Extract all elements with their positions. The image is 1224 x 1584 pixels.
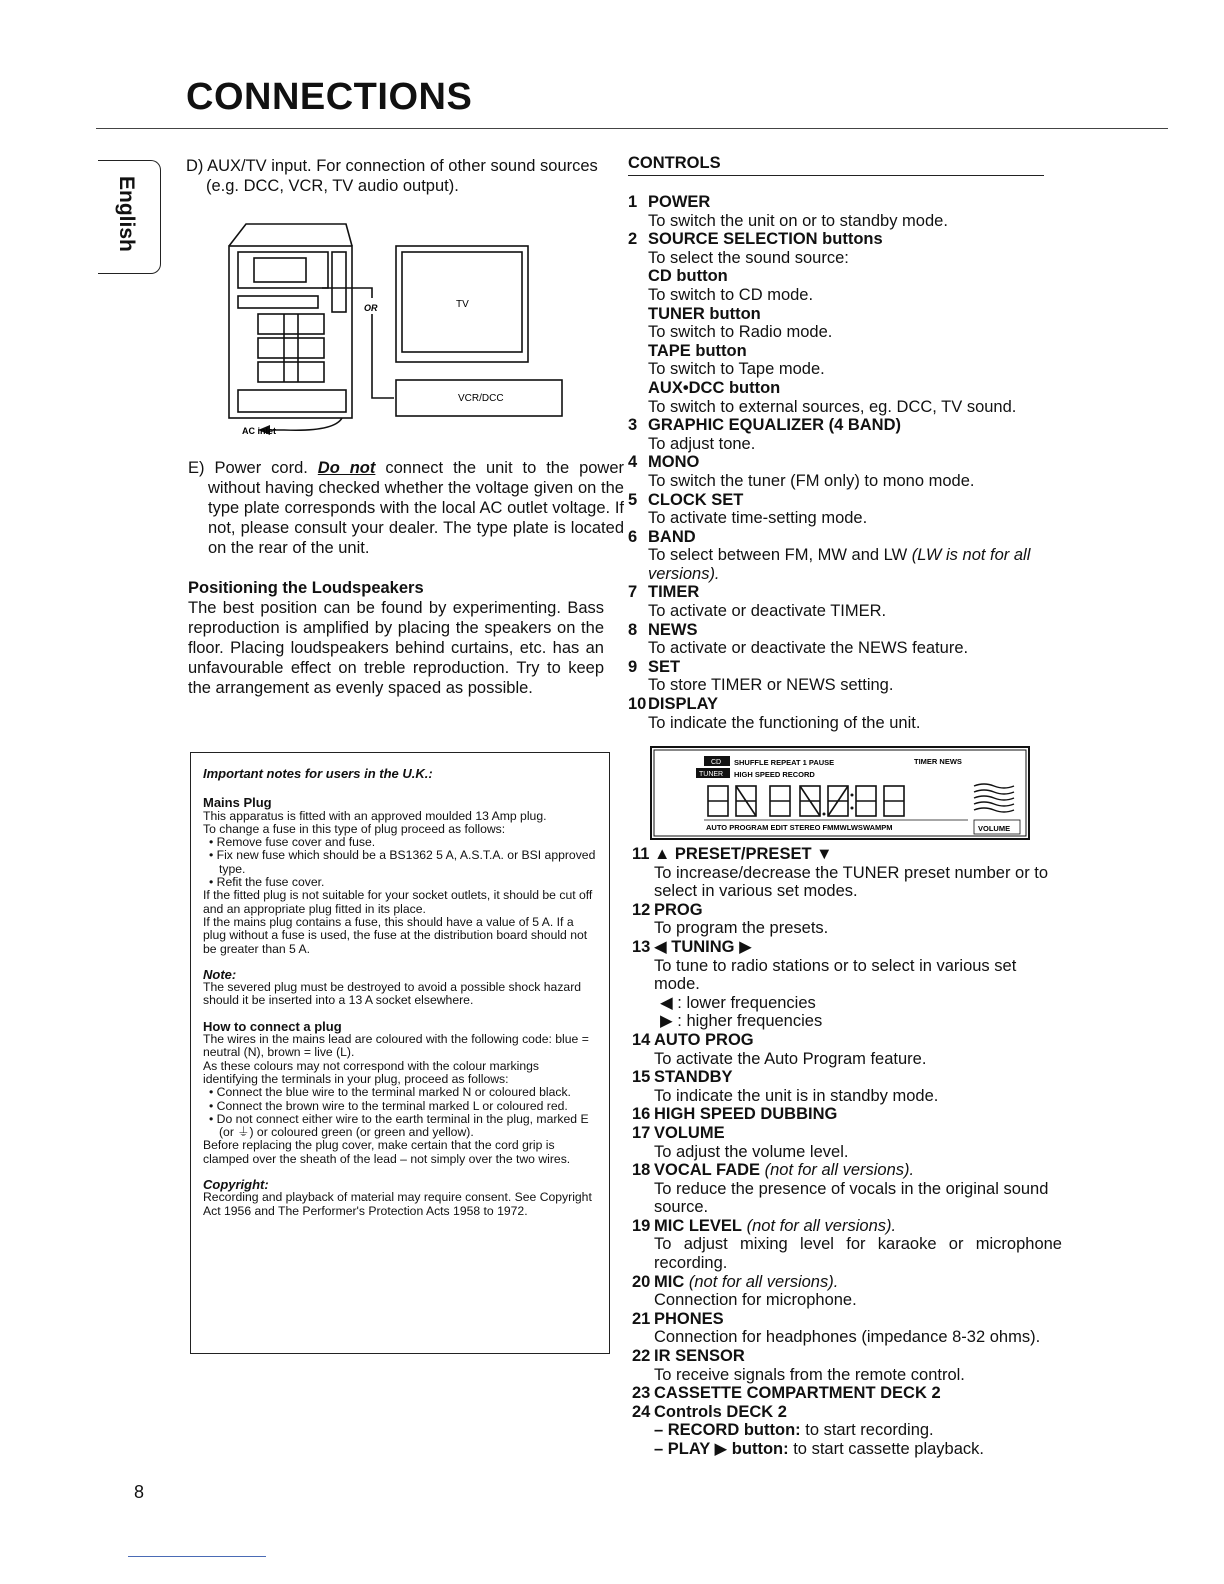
item-desc: Connection for microphone. (654, 1291, 857, 1310)
notes-bullet: • Refit the fuse cover. (209, 875, 325, 890)
item-number: 22 (632, 1347, 651, 1366)
unit-body (229, 246, 352, 418)
item-title: Controls DECK 2 (654, 1402, 787, 1421)
list-item (632, 1124, 1062, 1143)
notes-bullet: • Fix new fuse which should be a BS1362 5 A, A.S.T.A. or BSI approved type. (209, 848, 596, 876)
item-desc: To program the presets. (654, 919, 829, 938)
item-number: 24 (632, 1402, 651, 1421)
aux-input-paragraph (186, 156, 616, 196)
connection-diagram (224, 218, 569, 440)
item-subtitle: TAPE button (648, 341, 747, 360)
item-desc: To store TIMER or NEWS setting. (648, 676, 894, 695)
list-item (632, 1161, 1062, 1180)
list-item (632, 1384, 1062, 1403)
controls-list-1 (628, 193, 1058, 732)
lcd-graphic (652, 748, 1028, 838)
item-sub (632, 1421, 1062, 1440)
notes-text: If the mains plug contains a fuse, this should have a value of 5 A. If a plug without a fuse is used, the fuse at the distribution board should not be greater than 5 A. (203, 914, 588, 956)
item-title: HIGH SPEED DUBBING (654, 1105, 838, 1124)
item-desc: To switch the tuner (FM only) to mono mode. (648, 471, 975, 490)
item-note: (not for all versions). (764, 1161, 915, 1180)
list-item (632, 1031, 1062, 1050)
page-number: 8 (134, 1482, 145, 1502)
item-number: 15 (632, 1068, 651, 1087)
record-button-label: – RECORD button: (654, 1421, 801, 1440)
tv-label: TV (456, 299, 469, 310)
item-number: 17 (632, 1123, 651, 1142)
list-item (628, 528, 1058, 547)
item-note: (not for all versions). (746, 1216, 897, 1235)
item-desc: To activate or deactivate the NEWS feature. (648, 639, 969, 658)
item-title: PHONES (654, 1309, 724, 1328)
power-cord-paragraph (188, 458, 624, 558)
lcd-display-illustration (650, 746, 1030, 840)
wire-tv (322, 288, 372, 298)
notes-text: To change a fuse in this type of plug proceed as follows: (203, 821, 506, 836)
language-label: English (115, 176, 138, 252)
item-desc: To indicate the unit is in standby mode. (654, 1086, 939, 1105)
item-desc: To switch to external sources, eg. DCC, TV sound. (648, 397, 1017, 416)
item-subtitle: CD button (648, 267, 728, 286)
list-item (628, 453, 1058, 472)
play-button-label: – PLAY ▶ button: (654, 1440, 789, 1458)
notes-text: This apparatus is fitted with an approved moulded 13 Amp plug. (203, 808, 547, 823)
controls-heading: CONTROLS (628, 154, 721, 172)
item-title: BAND (648, 527, 696, 546)
item-desc: To tune to radio stations or to select in various set mode. (654, 956, 1017, 994)
notes-bullet: • Connect the brown wire to the terminal marked L or coloured red. (209, 1098, 568, 1113)
item-desc-text: to start cassette playback. (793, 1440, 984, 1458)
item-sub (632, 1440, 1062, 1459)
item-desc: To activate or deactivate TIMER. (648, 602, 887, 621)
controls-rule (628, 175, 1044, 176)
list-item (632, 1310, 1062, 1329)
list-item (628, 491, 1058, 510)
power-warning-do-not: Do not (317, 459, 376, 477)
item-desc: To adjust the volume level. (654, 1142, 849, 1161)
item-number: 21 (632, 1309, 651, 1328)
or-label: OR (364, 303, 378, 313)
item-title: ◀ TUNING ▶ (654, 937, 752, 956)
list-item (632, 901, 1062, 920)
item-desc: To increase/decrease the TUNER preset number or to select in various set modes. (654, 863, 1049, 901)
item-number: 20 (632, 1272, 651, 1291)
lcd-tuner-label: TUNER (699, 771, 724, 778)
copyright-heading: Copyright: (203, 1177, 269, 1193)
uk-notes-box (190, 752, 610, 1354)
power-text: connect the unit to the power without having checked whether the voltage given on the type plate corresponds with the local AC outlet voltage. If not, please consult your dealer. The type plate is located on the rear of the unit. (208, 459, 625, 557)
item-number: 7 (628, 583, 638, 602)
aux-line-1: D) AUX/TV input. For connection of other sound sources (186, 157, 598, 175)
notes-text: As these colours may not correspond with the colour markings identifying the terminals in your plug, proceed as follows: (203, 1058, 539, 1086)
item-number: 16 (632, 1105, 651, 1124)
notes-text: Before replacing the plug cover, make certain that the cord grip is clamped over the sheath of the lead – not simply over the two wires. (203, 1138, 571, 1166)
item-desc: To switch the unit on or to standby mode. (648, 211, 948, 230)
page-title: CONNECTIONS (186, 76, 473, 118)
item-desc: To indicate the functioning of the unit. (648, 713, 921, 732)
item-title: PROG (654, 900, 703, 919)
notes-text: Recording and playback of material may require consent. See Copyright Act 1956 and The Performer's Protection Acts 1958 to 1972. (203, 1190, 592, 1218)
wire-vcr (372, 314, 394, 398)
how-to-connect-heading: How to connect a plug (203, 1018, 342, 1034)
list-item (628, 658, 1058, 677)
list-item (632, 1403, 1062, 1422)
vcr-label: VCR/DCC (458, 393, 504, 404)
lcd-bottom-row: AUTO PROGRAM EDIT STEREO FMMWLWSWAMPM (706, 823, 893, 832)
list-item (628, 695, 1058, 714)
item-title: DISPLAY (648, 695, 718, 714)
note-heading: Note: (203, 966, 237, 982)
list-item (632, 938, 1062, 957)
item-desc: To reduce the presence of vocals in the original sound source. (654, 1179, 1049, 1217)
list-item (628, 416, 1058, 435)
item-title: AUTO PROG (654, 1030, 754, 1049)
footer-line (128, 1556, 266, 1557)
speakers-text: The best position can be found by experimenting. Bass reproduction is amplified by placing the speakers on the floor. Placing loudspeakers behind curtains, etc. has an unfavourable effect on treble reproduction. Try to keep the arrangement as evenly spaced as possible. (188, 599, 604, 697)
item-number: 10 (628, 695, 647, 714)
item-title: CLOCK SET (648, 490, 744, 509)
item-number: 11 (632, 845, 650, 863)
aux-line-2: (e.g. DCC, VCR, TV audio output). (206, 177, 459, 195)
lcd-top-right: TIMER NEWS (914, 757, 962, 766)
item-sub: ▶ : higher frequencies (660, 1012, 823, 1031)
item-desc (628, 546, 1058, 583)
item-number: 14 (632, 1030, 651, 1049)
item-number: 12 (632, 900, 651, 919)
item-desc: To activate time-setting mode. (648, 509, 868, 528)
notes-text: The severed plug must be destroyed to avoid a possible shock hazard should it be inserted into a 13 A socket elsewhere. (203, 980, 582, 1008)
item-title: POWER (648, 193, 711, 211)
power-prefix: E) Power cord. (188, 459, 308, 477)
item-number: 3 (628, 416, 638, 435)
list-item (632, 845, 1062, 864)
item-title: SOURCE SELECTION buttons (648, 230, 883, 249)
item-desc: To activate the Auto Program feature. (654, 1049, 927, 1068)
item-number: 1 (628, 193, 638, 211)
notes-text: If the fitted plug is not suitable for your socket outlets, it should be cut off and an appropriate plug fitted in its place. (203, 888, 593, 916)
item-subtitle: TUNER button (648, 304, 761, 323)
list-item (628, 230, 1058, 249)
lcd-top-row: SHUFFLE REPEAT 1 PAUSE (734, 758, 835, 767)
list-item (632, 1105, 1062, 1124)
list-item (628, 583, 1058, 602)
list-item (632, 1217, 1062, 1236)
lcd-cd-label: CD (711, 759, 722, 766)
lcd-second-row: HIGH SPEED RECORD (734, 770, 815, 779)
item-number: 9 (628, 657, 638, 676)
item-desc: To adjust tone. (648, 434, 756, 453)
item-number: 5 (628, 490, 638, 509)
item-number: 19 (632, 1216, 651, 1235)
item-sub: ◀ : lower frequencies (660, 993, 816, 1012)
item-title: MONO (648, 453, 700, 472)
item-title: ▲ PRESET/PRESET ▼ (654, 845, 833, 863)
item-title: GRAPHIC EQUALIZER (4 BAND) (648, 416, 902, 435)
list-item (632, 1273, 1062, 1292)
speakers-heading: Positioning the Loudspeakers (188, 579, 424, 597)
item-desc: To select the sound source: (648, 248, 849, 267)
lcd-seven-segment-digits (708, 786, 904, 816)
list-item (632, 1068, 1062, 1087)
item-number: 4 (628, 453, 638, 472)
item-desc: To switch to Radio mode. (648, 323, 833, 342)
list-item (628, 621, 1058, 640)
header-rule (96, 128, 1168, 129)
item-title: MIC (654, 1272, 685, 1291)
item-number: 8 (628, 620, 638, 639)
notes-bullet: • Remove fuse cover and fuse. (209, 835, 376, 850)
notes-bullet: • Connect the blue wire to the terminal marked N or coloured black. (209, 1085, 571, 1100)
item-number: 6 (628, 527, 638, 546)
item-subtitle: AUX•DCC button (648, 378, 781, 397)
notes-heading: Important notes for users in the U.K.: (203, 766, 433, 781)
list-item (632, 1347, 1062, 1366)
item-desc-text: To select between FM, MW and LW (648, 546, 908, 565)
notes-bullet: • Do not connect either wire to the earth terminal in the plug, marked E (or ⏚) or coloured green (or green and yellow). (209, 1111, 589, 1140)
language-tab-label (108, 176, 138, 260)
item-title: SET (648, 657, 681, 676)
item-number: 2 (628, 230, 638, 249)
unit-top (229, 224, 352, 246)
item-number: 13 (632, 937, 651, 956)
lcd-volume-bars (974, 784, 1014, 812)
item-note: (LW is not for all versions). (648, 546, 1031, 583)
item-title: VOCAL FADE (654, 1161, 761, 1180)
item-title: STANDBY (654, 1068, 733, 1087)
item-desc: Connection for headphones (impedance 8-32 ohms). (654, 1328, 1041, 1347)
notes-text: The wires in the mains lead are coloured with the following code: blue = neutral (N), brown = live (L). (203, 1032, 589, 1060)
lcd-volume-label: VOLUME (978, 824, 1011, 833)
item-number: 23 (632, 1384, 651, 1403)
item-title: NEWS (648, 620, 698, 639)
item-title: MIC LEVEL (654, 1216, 743, 1235)
item-title: IR SENSOR (654, 1347, 745, 1366)
ac-cord (268, 418, 342, 430)
ac-inlet-label: AC inlet (242, 426, 277, 436)
item-desc-text: to start recording. (805, 1421, 934, 1440)
item-desc: To adjust mixing level for karaoke or microphone recording. (654, 1235, 1062, 1273)
item-title: CASSETTE COMPARTMENT DECK 2 (654, 1384, 941, 1403)
item-desc: To receive signals from the remote control. (654, 1365, 965, 1384)
controls-list-2 (632, 845, 1062, 1459)
item-desc: To switch to Tape mode. (648, 360, 825, 379)
list-item (628, 193, 1058, 212)
item-note: (not for all versions). (688, 1272, 839, 1291)
item-desc: To switch to CD mode. (648, 285, 814, 304)
mains-plug-heading: Mains Plug (203, 795, 272, 811)
item-number: 18 (632, 1161, 651, 1180)
item-title: TIMER (648, 583, 700, 602)
item-title: VOLUME (654, 1123, 725, 1142)
